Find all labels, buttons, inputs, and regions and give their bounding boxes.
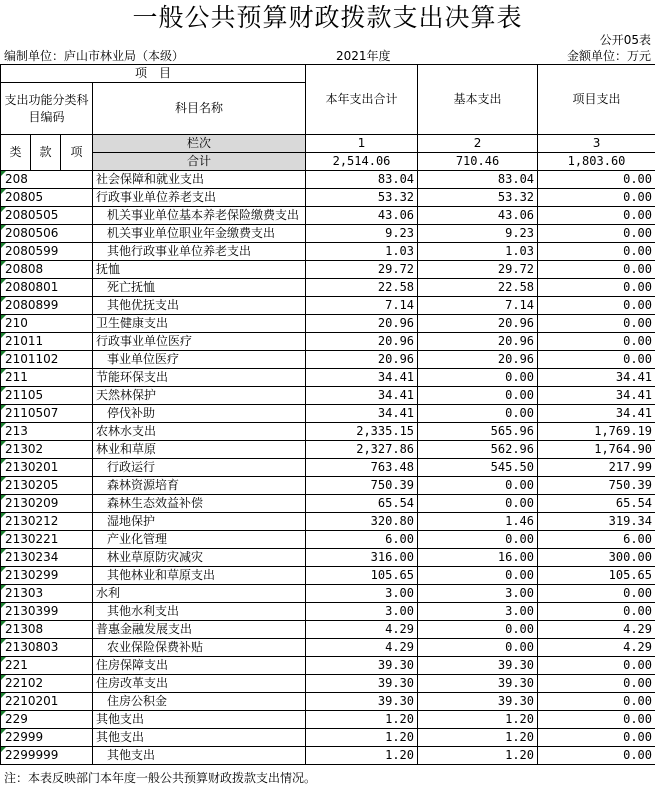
table-row bbox=[1, 423, 655, 441]
row-basic: 83.04 bbox=[418, 171, 538, 189]
table-row bbox=[1, 261, 655, 279]
row-total: 65.54 bbox=[306, 495, 418, 513]
row-subject-name: 农林水支出 bbox=[93, 423, 306, 441]
row-subject-name: 行政事业单位养老支出 bbox=[93, 189, 306, 207]
row-project: 300.00 bbox=[538, 549, 655, 567]
row-subject-name: 农业保险保费补贴 bbox=[93, 639, 306, 657]
row-subject-name: 社会保障和就业支出 bbox=[93, 171, 306, 189]
table-row bbox=[1, 333, 655, 351]
row-total: 39.30 bbox=[306, 693, 418, 711]
row-subject-name: 停伐补助 bbox=[93, 405, 306, 423]
row-basic: 0.00 bbox=[418, 477, 538, 495]
table-row bbox=[1, 549, 655, 567]
row-project: 1,764.90 bbox=[538, 441, 655, 459]
row-code: 2130201 bbox=[1, 459, 93, 477]
header-item: 项 目 bbox=[1, 65, 306, 83]
header-kuan: 款 bbox=[31, 135, 61, 171]
row-total: 2,335.15 bbox=[306, 423, 418, 441]
row-total: 29.72 bbox=[306, 261, 418, 279]
row-subject-name: 其他水利支出 bbox=[93, 603, 306, 621]
sum-label: 合计 bbox=[93, 153, 306, 171]
table-row bbox=[1, 729, 655, 747]
row-total: 39.30 bbox=[306, 657, 418, 675]
table-row bbox=[1, 459, 655, 477]
row-basic: 0.00 bbox=[418, 495, 538, 513]
row-project: 4.29 bbox=[538, 621, 655, 639]
row-total: 1.20 bbox=[306, 747, 418, 765]
row-total: 20.96 bbox=[306, 333, 418, 351]
row-code: 208 bbox=[1, 171, 93, 189]
row-project: 0.00 bbox=[538, 171, 655, 189]
table-row bbox=[1, 675, 655, 693]
row-basic: 1.46 bbox=[418, 513, 538, 531]
table-row bbox=[1, 351, 655, 369]
table-row bbox=[1, 369, 655, 387]
row-code: 21105 bbox=[1, 387, 93, 405]
row-subject-name: 普惠金融发展支出 bbox=[93, 621, 306, 639]
row-code: 20805 bbox=[1, 189, 93, 207]
header-col-no: 栏次 bbox=[93, 135, 306, 153]
row-project: 0.00 bbox=[538, 279, 655, 297]
row-total: 1.03 bbox=[306, 243, 418, 261]
table-row bbox=[1, 387, 655, 405]
row-subject-name: 死亡抚恤 bbox=[93, 279, 306, 297]
row-basic: 0.00 bbox=[418, 639, 538, 657]
row-basic: 1.03 bbox=[418, 243, 538, 261]
row-total: 2,327.86 bbox=[306, 441, 418, 459]
report-title: 一般公共预算财政拨款支出决算表 bbox=[132, 3, 523, 32]
row-code: 211 bbox=[1, 369, 93, 387]
header-xiang: 项 bbox=[61, 135, 93, 171]
row-project: 105.65 bbox=[538, 567, 655, 585]
row-subject-name: 其他林业和草原支出 bbox=[93, 567, 306, 585]
row-subject-name: 林业和草原 bbox=[93, 441, 306, 459]
row-basic: 9.23 bbox=[418, 225, 538, 243]
table-row bbox=[1, 477, 655, 495]
row-basic: 7.14 bbox=[418, 297, 538, 315]
row-code: 221 bbox=[1, 657, 93, 675]
table-row bbox=[1, 225, 655, 243]
row-project: 65.54 bbox=[538, 495, 655, 513]
row-project: 0.00 bbox=[538, 675, 655, 693]
row-total: 9.23 bbox=[306, 225, 418, 243]
row-total: 763.48 bbox=[306, 459, 418, 477]
row-total: 34.41 bbox=[306, 387, 418, 405]
row-subject-name: 其他行政事业单位养老支出 bbox=[93, 243, 306, 261]
row-basic: 545.50 bbox=[418, 459, 538, 477]
row-code: 2130299 bbox=[1, 567, 93, 585]
row-code: 21302 bbox=[1, 441, 93, 459]
row-total: 34.41 bbox=[306, 369, 418, 387]
row-basic: 16.00 bbox=[418, 549, 538, 567]
table-row bbox=[1, 585, 655, 603]
row-project: 319.34 bbox=[538, 513, 655, 531]
unit-label: 编制单位：庐山市林业局（本级） bbox=[4, 49, 185, 63]
row-code: 22102 bbox=[1, 675, 93, 693]
row-basic: 1.20 bbox=[418, 729, 538, 747]
row-total: 316.00 bbox=[306, 549, 418, 567]
row-basic: 39.30 bbox=[418, 675, 538, 693]
row-subject-name: 其他支出 bbox=[93, 729, 306, 747]
row-total: 6.00 bbox=[306, 531, 418, 549]
row-project: 217.99 bbox=[538, 459, 655, 477]
row-project: 0.00 bbox=[538, 297, 655, 315]
row-project: 0.00 bbox=[538, 207, 655, 225]
row-total: 1.20 bbox=[306, 711, 418, 729]
row-basic: 0.00 bbox=[418, 567, 538, 585]
row-project: 0.00 bbox=[538, 747, 655, 765]
row-subject-name: 其他优抚支出 bbox=[93, 297, 306, 315]
row-project: 34.41 bbox=[538, 369, 655, 387]
row-total: 3.00 bbox=[306, 603, 418, 621]
row-project: 34.41 bbox=[538, 405, 655, 423]
header-lei: 类 bbox=[1, 135, 31, 171]
row-basic: 29.72 bbox=[418, 261, 538, 279]
row-total: 1.20 bbox=[306, 729, 418, 747]
table-row bbox=[1, 189, 655, 207]
row-code: 2130221 bbox=[1, 531, 93, 549]
row-code: 2299999 bbox=[1, 747, 93, 765]
row-code: 2210201 bbox=[1, 693, 93, 711]
row-basic: 43.06 bbox=[418, 207, 538, 225]
row-basic: 3.00 bbox=[418, 585, 538, 603]
row-code: 21308 bbox=[1, 621, 93, 639]
row-basic: 0.00 bbox=[418, 369, 538, 387]
row-subject-name: 机关事业单位职业年金缴费支出 bbox=[93, 225, 306, 243]
row-total: 83.04 bbox=[306, 171, 418, 189]
row-basic: 53.32 bbox=[418, 189, 538, 207]
row-total: 43.06 bbox=[306, 207, 418, 225]
row-total: 39.30 bbox=[306, 675, 418, 693]
row-code: 210 bbox=[1, 315, 93, 333]
row-project: 0.00 bbox=[538, 225, 655, 243]
expenditure-table bbox=[0, 64, 655, 765]
header-project: 项目支出 bbox=[538, 65, 655, 135]
row-subject-name: 机关事业单位基本养老保险缴费支出 bbox=[93, 207, 306, 225]
header-total: 本年支出合计 bbox=[306, 65, 418, 135]
row-code: 21303 bbox=[1, 585, 93, 603]
row-project: 0.00 bbox=[538, 243, 655, 261]
row-total: 750.39 bbox=[306, 477, 418, 495]
table-row bbox=[1, 405, 655, 423]
row-basic: 20.96 bbox=[418, 315, 538, 333]
row-total: 53.32 bbox=[306, 189, 418, 207]
row-code: 213 bbox=[1, 423, 93, 441]
sum-total: 2,514.06 bbox=[306, 153, 418, 171]
table-row bbox=[1, 531, 655, 549]
row-project: 0.00 bbox=[538, 261, 655, 279]
table-row bbox=[1, 315, 655, 333]
header-col-3: 3 bbox=[538, 135, 655, 153]
row-code: 2080505 bbox=[1, 207, 93, 225]
row-total: 4.29 bbox=[306, 639, 418, 657]
row-subject-name: 行政事业单位医疗 bbox=[93, 333, 306, 351]
row-basic: 1.20 bbox=[418, 747, 538, 765]
fiscal-year: 2021年度 bbox=[336, 49, 391, 63]
sum-project: 1,803.60 bbox=[538, 153, 655, 171]
table-row bbox=[1, 513, 655, 531]
row-basic: 1.20 bbox=[418, 711, 538, 729]
row-project: 0.00 bbox=[538, 351, 655, 369]
table-row bbox=[1, 207, 655, 225]
row-subject-name: 住房公积金 bbox=[93, 693, 306, 711]
row-code: 2130212 bbox=[1, 513, 93, 531]
table-row bbox=[1, 297, 655, 315]
row-total: 20.96 bbox=[306, 351, 418, 369]
row-subject-name: 湿地保护 bbox=[93, 513, 306, 531]
row-basic: 565.96 bbox=[418, 423, 538, 441]
row-subject-name: 其他支出 bbox=[93, 711, 306, 729]
row-total: 34.41 bbox=[306, 405, 418, 423]
row-code: 2130399 bbox=[1, 603, 93, 621]
row-code: 2101102 bbox=[1, 351, 93, 369]
row-code: 2110507 bbox=[1, 405, 93, 423]
row-project: 0.00 bbox=[538, 729, 655, 747]
row-project: 1,769.19 bbox=[538, 423, 655, 441]
row-project: 0.00 bbox=[538, 315, 655, 333]
row-code: 2080801 bbox=[1, 279, 93, 297]
table-row bbox=[1, 441, 655, 459]
row-code: 21011 bbox=[1, 333, 93, 351]
row-project: 0.00 bbox=[538, 189, 655, 207]
header-func-code: 支出功能分类科目编码 bbox=[1, 83, 93, 135]
row-total: 4.29 bbox=[306, 621, 418, 639]
row-subject-name: 森林资源培育 bbox=[93, 477, 306, 495]
row-subject-name: 其他支出 bbox=[93, 747, 306, 765]
row-total: 320.80 bbox=[306, 513, 418, 531]
row-code: 22999 bbox=[1, 729, 93, 747]
row-code: 2130234 bbox=[1, 549, 93, 567]
row-subject-name: 产业化管理 bbox=[93, 531, 306, 549]
table-row bbox=[1, 657, 655, 675]
row-subject-name: 林业草原防灾减灾 bbox=[93, 549, 306, 567]
row-code: 2130803 bbox=[1, 639, 93, 657]
table-row bbox=[1, 693, 655, 711]
row-project: 0.00 bbox=[538, 657, 655, 675]
row-basic: 39.30 bbox=[418, 657, 538, 675]
row-project: 0.00 bbox=[538, 585, 655, 603]
table-row bbox=[1, 711, 655, 729]
table-row bbox=[1, 567, 655, 585]
footnote: 注：本表反映部门本年度一般公共预算财政拨款支出情况。 bbox=[4, 771, 317, 785]
row-project: 6.00 bbox=[538, 531, 655, 549]
row-subject-name: 森林生态效益补偿 bbox=[93, 495, 306, 513]
row-subject-name: 抚恤 bbox=[93, 261, 306, 279]
row-basic: 562.96 bbox=[418, 441, 538, 459]
row-basic: 39.30 bbox=[418, 693, 538, 711]
row-total: 20.96 bbox=[306, 315, 418, 333]
table-row bbox=[1, 495, 655, 513]
row-subject-name: 行政运行 bbox=[93, 459, 306, 477]
row-subject-name: 节能环保支出 bbox=[93, 369, 306, 387]
row-subject-name: 水利 bbox=[93, 585, 306, 603]
row-code: 2080599 bbox=[1, 243, 93, 261]
table-row bbox=[1, 621, 655, 639]
header-subject-name: 科目名称 bbox=[93, 83, 306, 135]
row-total: 105.65 bbox=[306, 567, 418, 585]
row-code: 2080899 bbox=[1, 297, 93, 315]
row-subject-name: 事业单位医疗 bbox=[93, 351, 306, 369]
table-code: 公开05表 bbox=[599, 33, 651, 47]
table-row bbox=[1, 279, 655, 297]
row-code: 2080506 bbox=[1, 225, 93, 243]
row-project: 4.29 bbox=[538, 639, 655, 657]
row-basic: 0.00 bbox=[418, 387, 538, 405]
row-code: 20808 bbox=[1, 261, 93, 279]
row-basic: 0.00 bbox=[418, 621, 538, 639]
table-row bbox=[1, 243, 655, 261]
row-project: 0.00 bbox=[538, 693, 655, 711]
row-basic: 0.00 bbox=[418, 405, 538, 423]
table-row bbox=[1, 171, 655, 189]
sum-basic: 710.46 bbox=[418, 153, 538, 171]
row-subject-name: 天然林保护 bbox=[93, 387, 306, 405]
row-project: 0.00 bbox=[538, 333, 655, 351]
row-code: 2130205 bbox=[1, 477, 93, 495]
row-project: 0.00 bbox=[538, 711, 655, 729]
header-basic: 基本支出 bbox=[418, 65, 538, 135]
header-col-2: 2 bbox=[418, 135, 538, 153]
row-basic: 20.96 bbox=[418, 333, 538, 351]
table-row bbox=[1, 603, 655, 621]
header-col-1: 1 bbox=[306, 135, 418, 153]
currency-unit: 金额单位：万元 bbox=[566, 49, 651, 63]
row-code: 2130209 bbox=[1, 495, 93, 513]
table-row bbox=[1, 639, 655, 657]
row-total: 22.58 bbox=[306, 279, 418, 297]
row-code: 229 bbox=[1, 711, 93, 729]
row-basic: 20.96 bbox=[418, 351, 538, 369]
row-basic: 3.00 bbox=[418, 603, 538, 621]
row-subject-name: 卫生健康支出 bbox=[93, 315, 306, 333]
row-total: 7.14 bbox=[306, 297, 418, 315]
table-row bbox=[1, 747, 655, 765]
row-project: 750.39 bbox=[538, 477, 655, 495]
row-project: 0.00 bbox=[538, 603, 655, 621]
row-project: 34.41 bbox=[538, 387, 655, 405]
row-basic: 22.58 bbox=[418, 279, 538, 297]
row-basic: 0.00 bbox=[418, 531, 538, 549]
row-subject-name: 住房保障支出 bbox=[93, 657, 306, 675]
row-total: 3.00 bbox=[306, 585, 418, 603]
row-subject-name: 住房改革支出 bbox=[93, 675, 306, 693]
